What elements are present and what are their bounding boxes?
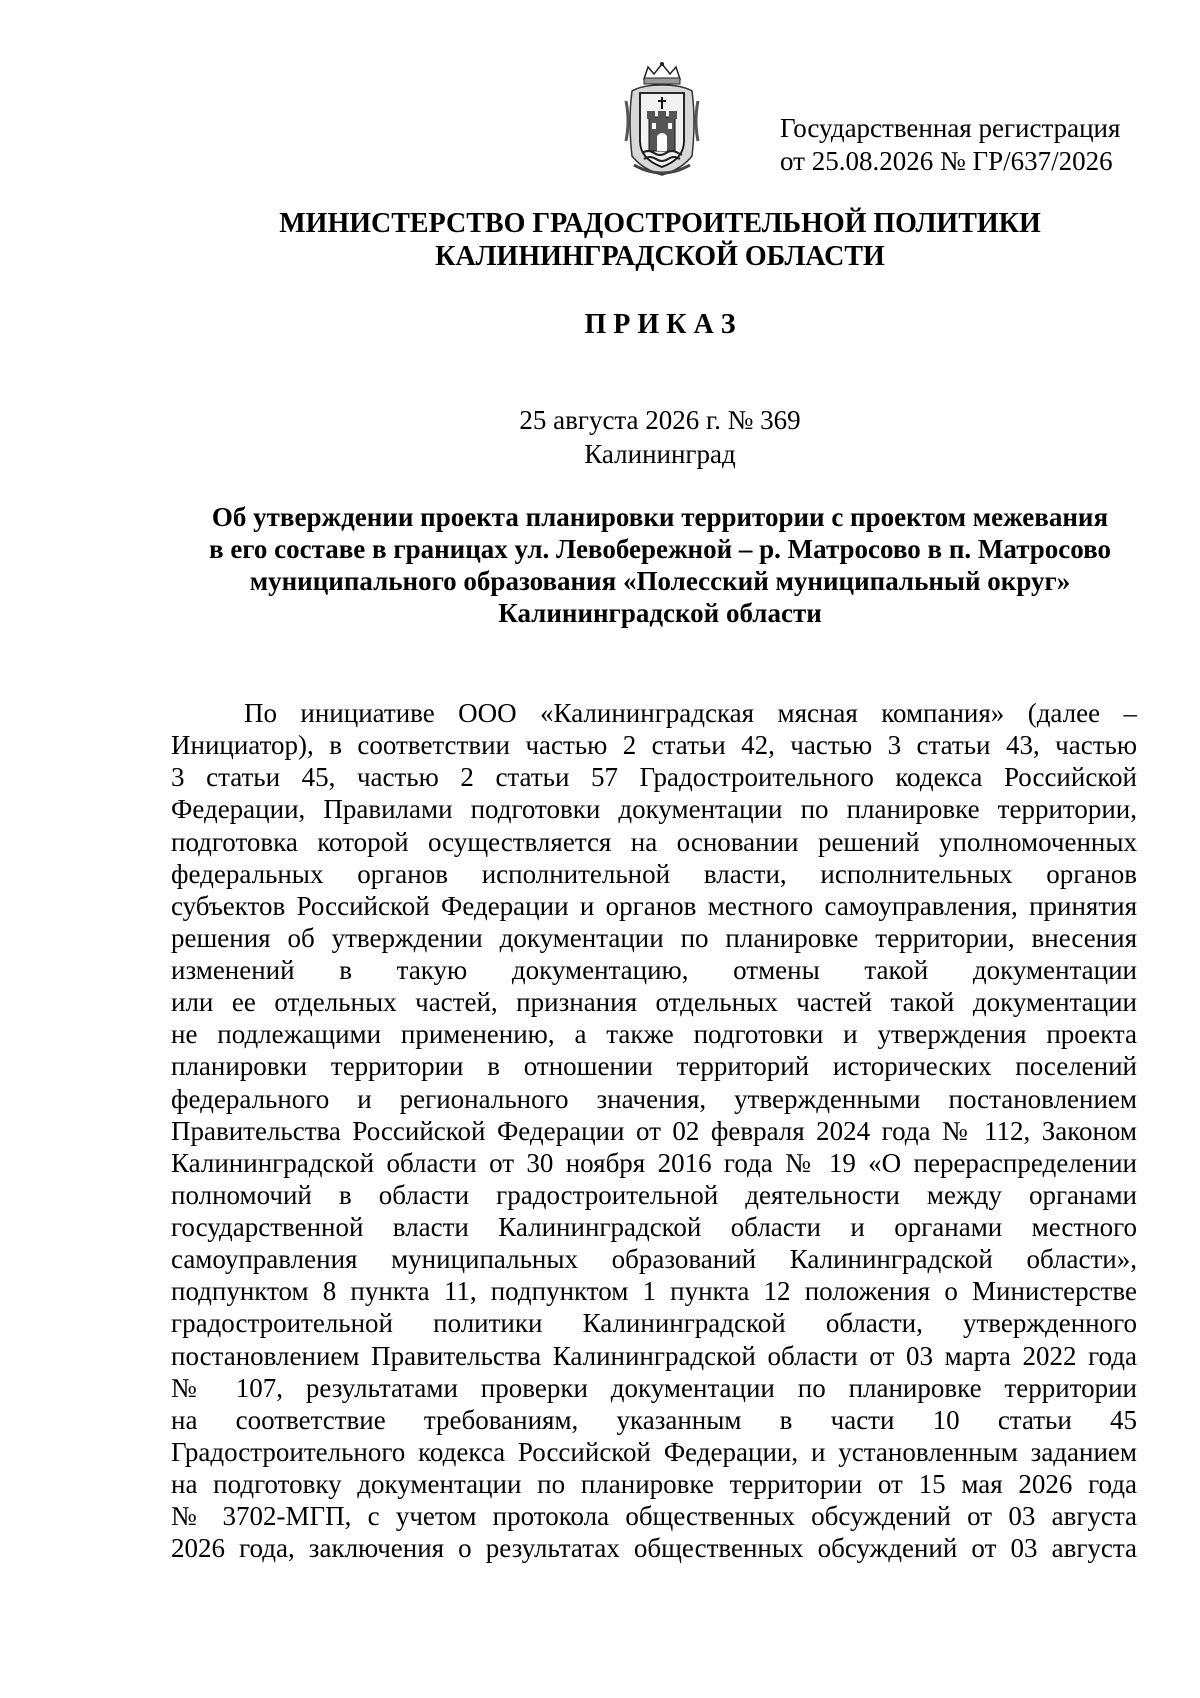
body-line: на соответствие требованиям, указанным в части 10 статьи 45 <box>171 1404 1137 1435</box>
body-line: на подготовку документации по планировке территории от 15 мая 2026 года <box>171 1469 1137 1499</box>
subject-line: муниципального образования «Полесский муниципальный округ» <box>249 566 1071 596</box>
body-line: или ее отдельных частей, признания отдельных частей такой документации <box>171 987 1137 1018</box>
ministry-name <box>160 207 1160 273</box>
ministry-name-line: КАЛИНИНГРАДСКОЙ ОБЛАСТИ <box>435 241 885 272</box>
body-line: подготовка которой осуществляется на основании решений уполномоченных <box>171 826 1137 857</box>
order-date-place <box>160 403 1160 471</box>
registration-stamp <box>780 112 1140 178</box>
body-line: самоуправления муниципальных образований Калининградской области», <box>171 1244 1137 1275</box>
ministry-name-line: МИНИСТЕРСТВО ГРАДОСТРОИТЕЛЬНОЙ ПОЛИТИКИ <box>279 208 1041 239</box>
order-subject <box>160 501 1160 629</box>
body-line: полномочий в области градостроительной деятельности между органами <box>171 1179 1137 1210</box>
body-line: По инициативе ООО «Калининградская мясная компания» (далее – <box>244 698 1137 728</box>
subject-line: Калининградской области <box>498 598 822 628</box>
body-line: № 107, результатами проверки документации по планировке территории <box>171 1372 1137 1403</box>
document-type-title: П Р И К А З <box>584 309 736 340</box>
registration-label: Государственная регистрация <box>780 113 1121 143</box>
body-line: Правительства Российской Федерации от 02 февраля 2024 года № 112, Законом <box>171 1115 1137 1146</box>
body-line: федеральных органов исполнительной власти, исполнительных органов <box>171 858 1137 889</box>
body-line: решения об утверждении документации по планировке территории, внесения <box>171 922 1137 953</box>
body-line: 2026 года, заключения о результатах общественных обсуждений от 03 августа <box>171 1533 1137 1564</box>
body-line: Калининградской области от 30 ноября 2016 года № 19 «О перераспределении <box>171 1147 1137 1178</box>
body-line: Федерации, Правилами подготовки документации по планировке территории, <box>171 794 1137 825</box>
body-line: подпунктом 8 пункта 11, подпунктом 1 пункта 12 положения о Министерстве <box>171 1276 1137 1307</box>
body-line: планировки территории в отношении территорий исторических поселений <box>171 1051 1137 1082</box>
coat-of-arms-icon <box>622 61 702 178</box>
body-line: государственной власти Калининградской области и органами местного <box>171 1212 1137 1242</box>
order-preamble <box>171 697 1137 1564</box>
body-line: постановлением Правительства Калининградской области от 03 марта 2022 года <box>171 1340 1137 1371</box>
body-line: изменений в такую документацию, отмены такой документации <box>171 955 1137 985</box>
body-line: субъектов Российской Федерации и органов местного самоуправления, принятия <box>171 890 1137 921</box>
body-line: не подлежащими применению, а также подготовки и утверждения проекта <box>171 1019 1137 1050</box>
body-line: № 3702-МГП, с учетом протокола общественных обсуждений от 03 августа <box>171 1501 1137 1532</box>
body-line: Инициатор), в соответствии частью 2 статьи 42, частью 3 статьи 43, частью <box>171 730 1137 761</box>
body-line: Градостроительного кодекса Российской Федерации, и установленным заданием <box>171 1436 1137 1467</box>
body-line: 3 статьи 45, частью 2 статьи 57 Градостроительного кодекса Российской <box>171 762 1137 793</box>
registration-number: от 25.08.2026 № ГР/637/2026 <box>780 146 1113 176</box>
body-line: градостроительной политики Калининградской области, утвержденного <box>171 1308 1137 1339</box>
order-date-number: 25 августа 2026 г. № 369 <box>519 405 801 435</box>
subject-line: в его составе в границах ул. Левобережной – р. Матросово в п. Матросово <box>208 534 1112 564</box>
body-line: федерального и регионального значения, утвержденными постановлением <box>171 1083 1137 1114</box>
subject-line: Об утверждении проекта планировки территории с проектом межевания <box>211 502 1109 532</box>
order-place: Калининград <box>584 439 736 469</box>
